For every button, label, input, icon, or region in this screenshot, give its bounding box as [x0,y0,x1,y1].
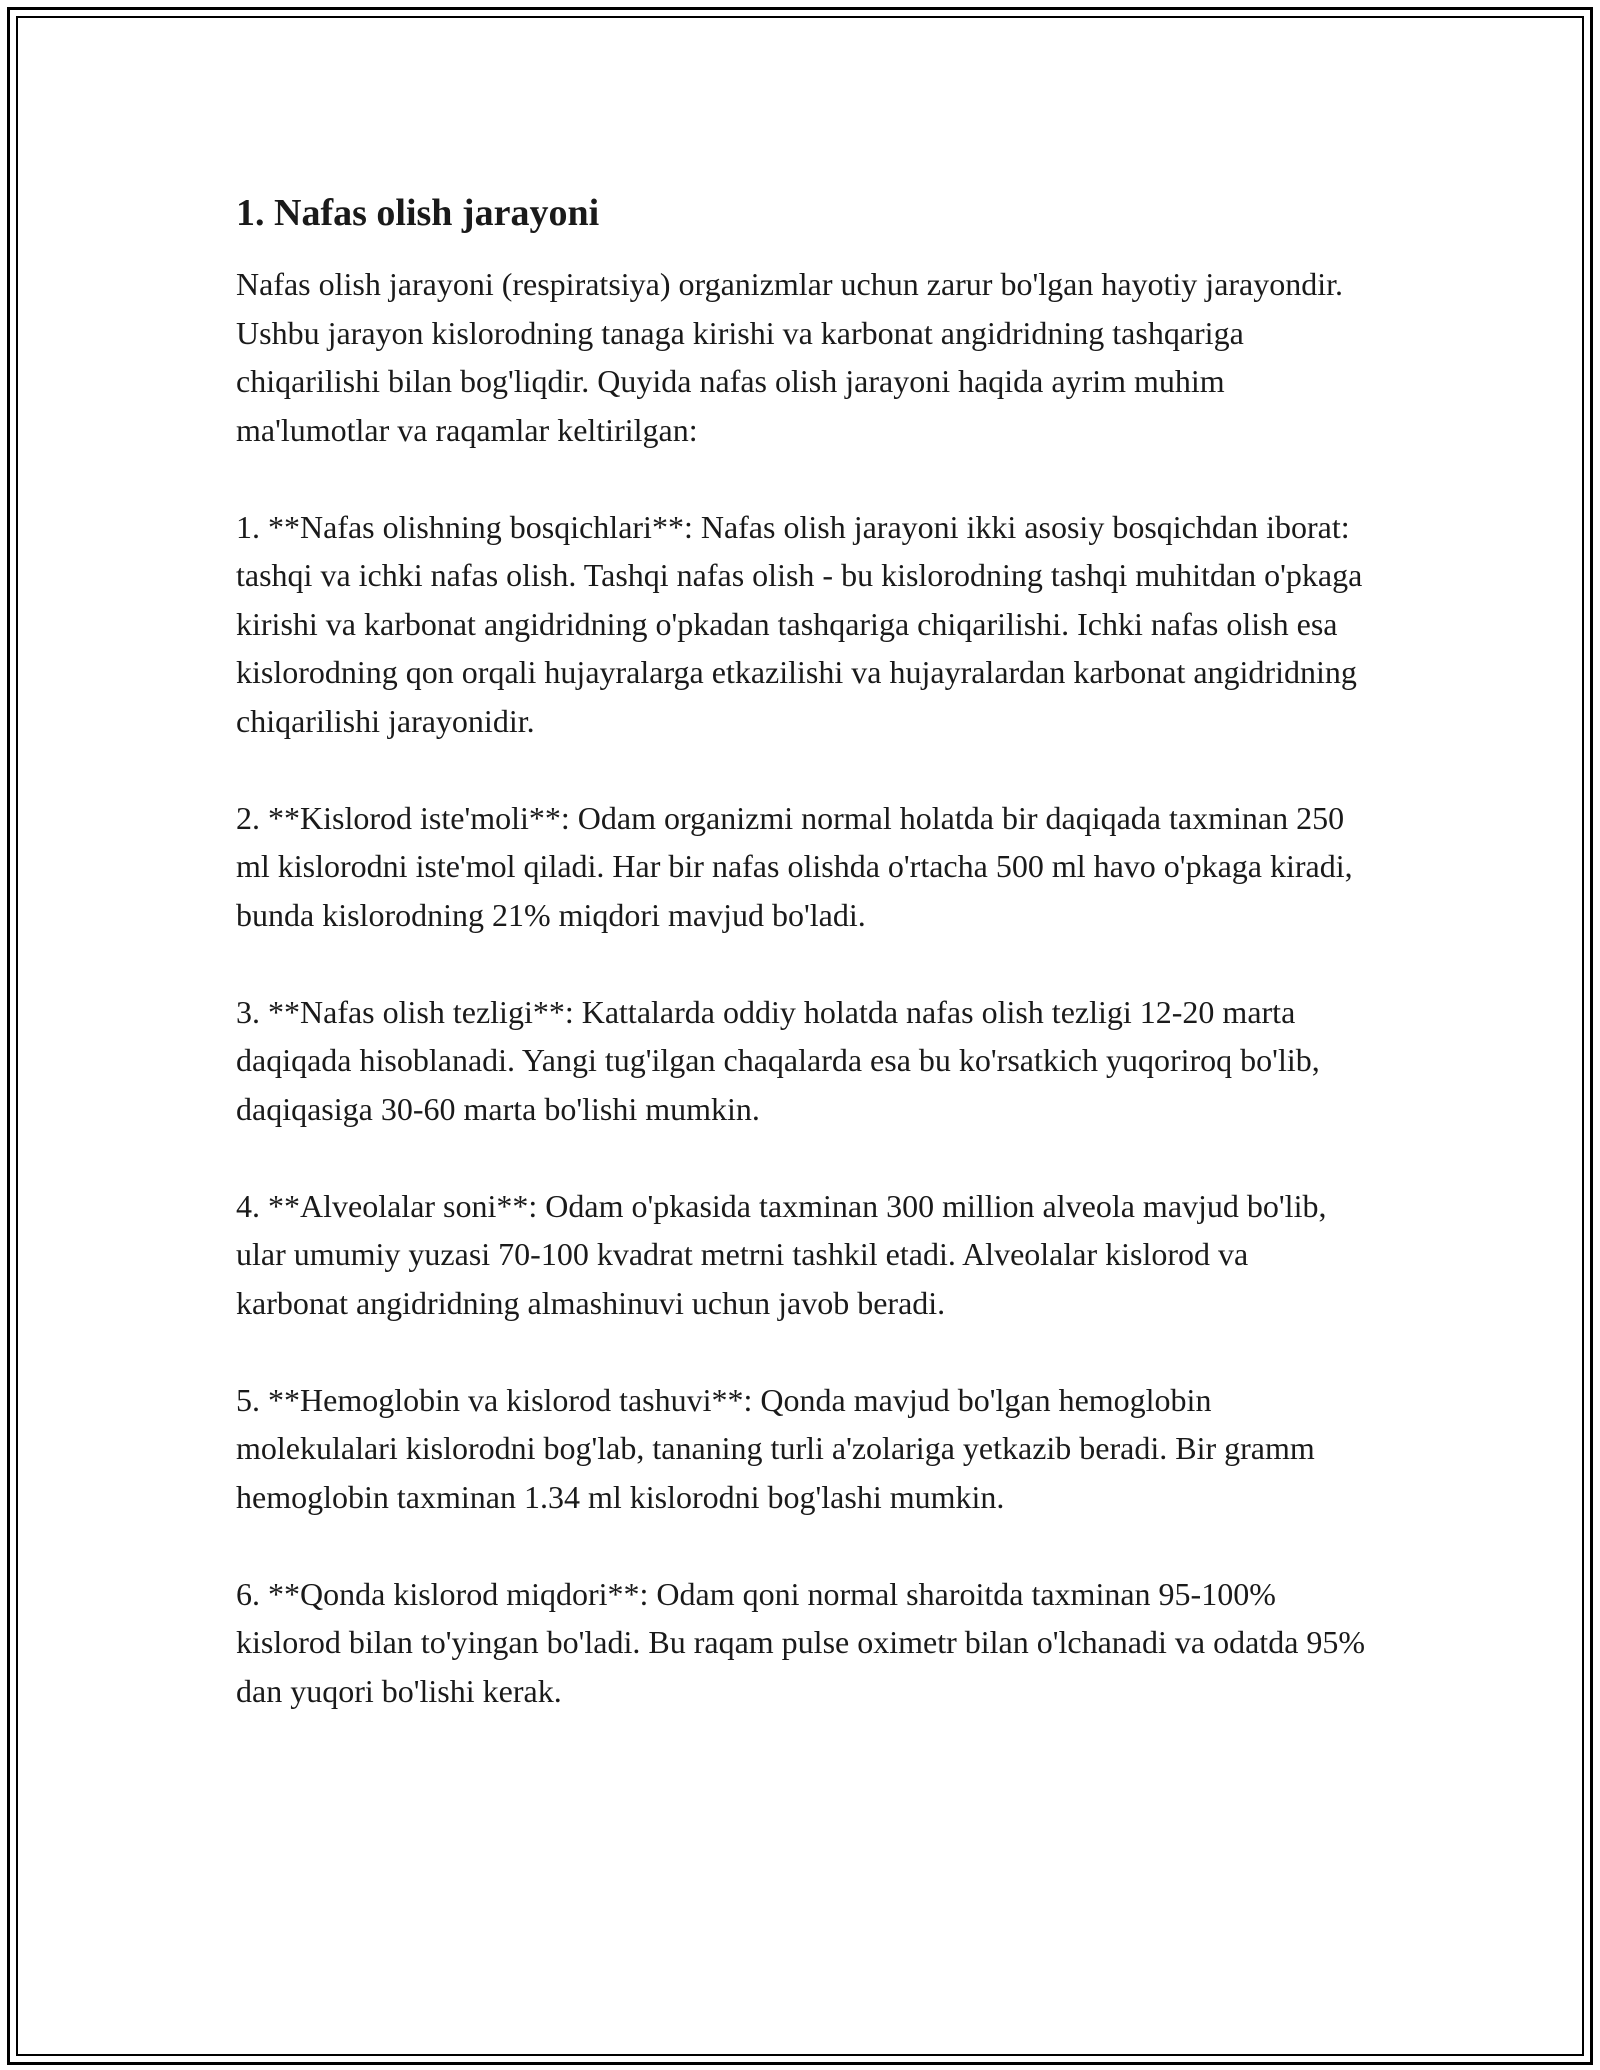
list-item: 4. **Alveolalar soni**: Odam o'pkasida taxminan 300 million alveola mavjud bo'lib, ular umumiy yuzasi 70-100 kvadrat metrni tashkil etadi. Alveolalar kislorod va karbonat angidridning almashinuvi uchun javob beradi. [236,1187,1327,1321]
list-item: 5. **Hemoglobin va kislorod tashuvi**: Qonda mavjud bo'lgan hemoglobin molekulalari kislorodni bog'lab, tananing turli a'zolariga yetkazib beradi. Bir gramm hemoglobin taxminan 1.34 ml kislorodni bog'lashi mumkin. [236,1381,1315,1515]
list-item: 2. **Kislorod iste'moli**: Odam organizmi normal holatda bir daqiqada taxminan 250 ml kislorodni iste'mol qiladi. Har bir nafas olishda o'rtacha 500 ml havo o'pkaga kiradi, bunda kislorodning 21% miqdori mavjud bo'ladi. [236,799,1353,933]
document-body [236,188,1366,1764]
intro-paragraph: Nafas olish jarayoni (respiratsiya) organizmlar uchun zarur bo'lgan hayotiy jarayondir. Ushbu jarayon kislorodning tanaga kirishi va karbonat angidridning tashqariga chiqarilishi bilan bog'liqdir. Quyida nafas olish jarayoni haqida ayrim muhim ma'lumotlar va raqamlar keltirilgan: [236,266,1344,448]
list-item: 3. **Nafas olish tezligi**: Kattalarda oddiy holatda nafas olish tezligi 12-20 marta daqiqada hisoblanadi. Yangi tug'ilgan chaqalarda esa bu ko'rsatkich yuqoriroq bo'lib, daqiqasiga 30-60 marta bo'lishi mumkin. [236,993,1320,1127]
section-heading: 1. Nafas olish jarayoni [236,192,600,234]
list-item: 1. **Nafas olishning bosqichlari**: Nafas olish jarayoni ikki asosiy bosqichdan iborat: tashqi va ichki nafas olish. Tashqi nafas olish - bu kislorodning tashqi muhitdan o'pkaga kirishi va karbonat angidridning o'pkadan tashqariga chiqarilishi. Ichki nafas olish esa kislorodning qon orqali hujayralarga etkazilishi va hujayralardan karbonat angidridning chiqarilishi jarayonidir. [236,508,1363,739]
list-item: 6. **Qonda kislorod miqdori**: Odam qoni normal sharoitda taxminan 95-100% kislorod bilan to'yingan bo'ladi. Bu raqam pulse oximetr bilan o'lchanadi va odatda 95% dan yuqori bo'lishi kerak. [236,1575,1366,1709]
